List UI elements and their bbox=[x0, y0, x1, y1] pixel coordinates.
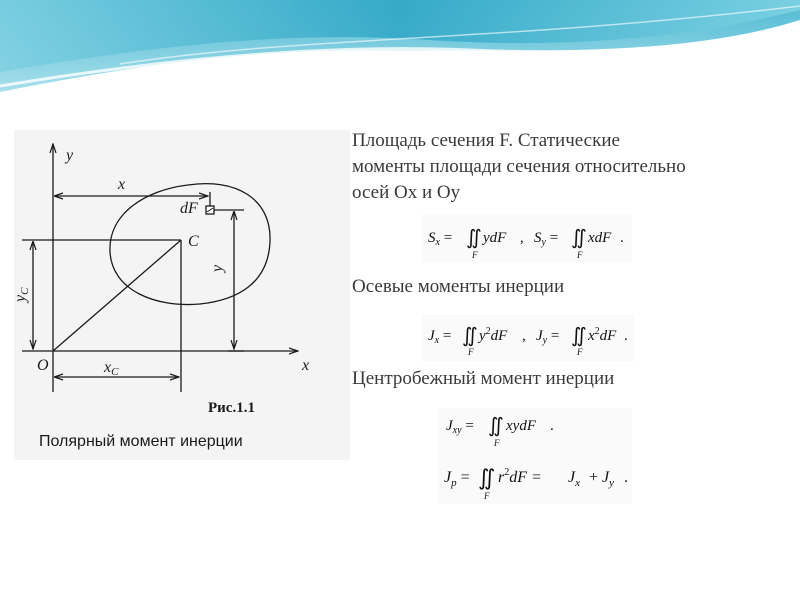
svg-text:Jxy =: $J_{xy}$ = bbox=[446, 418, 474, 436]
integral-sign: ∬ bbox=[488, 415, 504, 437]
svg-text:.: . bbox=[620, 230, 624, 246]
integral-domain: F bbox=[484, 491, 490, 501]
integral-domain: F bbox=[468, 347, 474, 357]
x-axis-label: x bbox=[302, 357, 310, 374]
svg-text:x2dF: $x^2dF$ bbox=[588, 326, 617, 344]
svg-text:Jx =: $J_x$ = bbox=[428, 328, 452, 346]
svg-text:.: . bbox=[624, 328, 628, 344]
intro-line-2: моменты площади сечения относительно bbox=[352, 156, 686, 177]
svg-text:,: , bbox=[520, 230, 524, 246]
svg-text:Jx: $J_x$ bbox=[568, 469, 580, 489]
xc-dimension-label: xC bbox=[104, 359, 119, 378]
element-label: dF bbox=[180, 200, 198, 217]
svg-text:.: . bbox=[624, 469, 628, 486]
intro-line-3: осей Ox и Oy bbox=[352, 182, 461, 203]
svg-text:.: . bbox=[550, 418, 554, 434]
svg-text:xydF: xydF bbox=[506, 418, 536, 434]
svg-text:Jy =: $J_y$ = bbox=[536, 328, 560, 346]
intro-line-1: Площадь сечения F. Статические bbox=[352, 130, 620, 151]
svg-text:,: , bbox=[522, 328, 526, 344]
integral-sign: ∬ bbox=[571, 325, 587, 347]
axial-moments-heading: Осевые моменты инерции bbox=[352, 276, 565, 297]
integral-sign: ∬ bbox=[466, 227, 482, 249]
y-axis-label: y bbox=[66, 147, 74, 164]
y-dimension-label: y bbox=[209, 264, 226, 272]
x-dimension-label: x bbox=[118, 176, 126, 193]
static-moments-formula bbox=[428, 227, 624, 260]
integral-domain: F bbox=[472, 250, 478, 260]
polar-moment-heading: Полярный момент инерции bbox=[39, 433, 243, 450]
svg-text:Jy: $J_y$ bbox=[602, 469, 614, 489]
svg-text:xdF: xdF bbox=[588, 230, 612, 246]
origin-label: O bbox=[37, 357, 49, 374]
yc-dimension-label: yC bbox=[12, 287, 31, 302]
integral-domain: F bbox=[577, 347, 583, 357]
centrifugal-moment-heading: Центробежный момент инерции bbox=[352, 368, 615, 389]
figure-caption: Рис.1.1 bbox=[208, 400, 255, 416]
yc-subscript: C bbox=[19, 287, 31, 295]
integral-domain: F bbox=[494, 438, 500, 448]
integral-sign: ∬ bbox=[462, 325, 478, 347]
center-label: C bbox=[188, 233, 199, 250]
integral-domain: F bbox=[577, 250, 583, 260]
svg-text:Jp =: $J_p$ = bbox=[444, 469, 470, 489]
svg-text:y2dF: $y^2dF$ bbox=[479, 326, 508, 344]
axial-moments-formula bbox=[428, 325, 628, 357]
centrifugal-moment-formula bbox=[446, 415, 554, 448]
svg-text:Sx =: $S_x$ = bbox=[428, 230, 453, 248]
integral-sign: ∬ bbox=[478, 465, 496, 490]
xc-subscript: C bbox=[111, 366, 119, 378]
svg-text:r2dF =: $r^2dF$ = bbox=[498, 467, 542, 486]
svg-text:ydF: ydF bbox=[483, 230, 507, 246]
svg-text:Sy =: $S_y$ = bbox=[534, 230, 559, 248]
integral-sign: ∬ bbox=[571, 227, 587, 249]
polar-moment-formula bbox=[444, 465, 628, 501]
svg-text:+: + bbox=[589, 469, 599, 486]
